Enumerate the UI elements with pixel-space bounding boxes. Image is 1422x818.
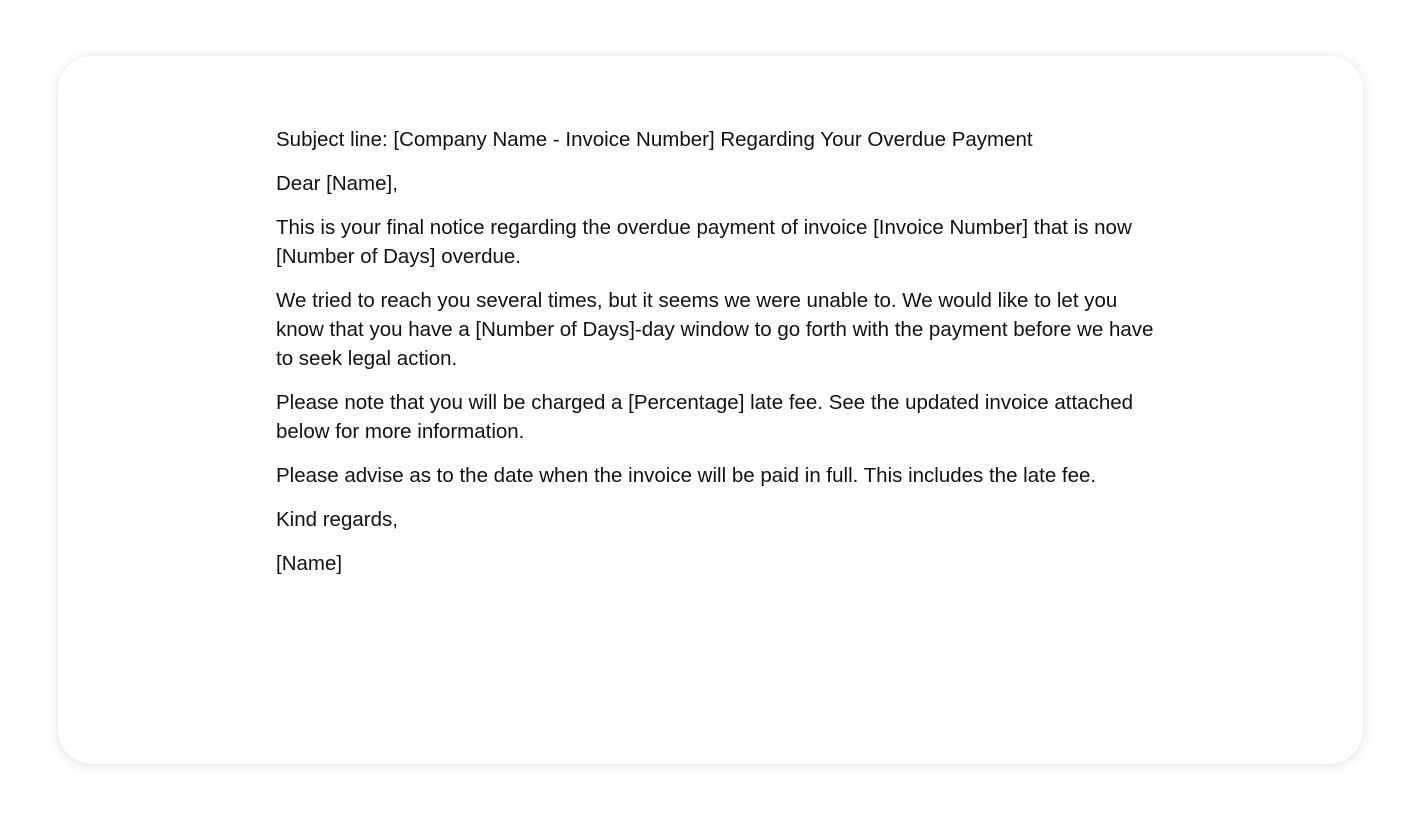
email-body bbox=[276, 125, 1156, 593]
subject-line: Subject line: [Company Name - Invoice Number] Regarding Your Overdue Payment bbox=[276, 128, 1033, 151]
closing: Kind regards, bbox=[276, 508, 398, 531]
body-paragraph-final-notice: This is your final notice regarding the overdue payment of invoice [Invoice Number] that is now [Number of Days] overdue. bbox=[276, 216, 1132, 268]
email-template-card bbox=[58, 56, 1363, 764]
body-paragraph-late-fee: Please note that you will be charged a [Percentage] late fee. See the updated invoice attached below for more information. bbox=[276, 391, 1134, 443]
body-paragraph-payment-window: We tried to reach you several times, but it seems we were unable to. We would like to let you know that you have a [Number of Days]-day window to go forth with the payment before we have to seek legal action. bbox=[276, 289, 1154, 370]
signature: [Name] bbox=[276, 552, 343, 575]
greeting: Dear [Name], bbox=[276, 172, 398, 195]
body-paragraph-advise-date: Please advise as to the date when the invoice will be paid in full. This includes the late fee. bbox=[276, 464, 1097, 487]
